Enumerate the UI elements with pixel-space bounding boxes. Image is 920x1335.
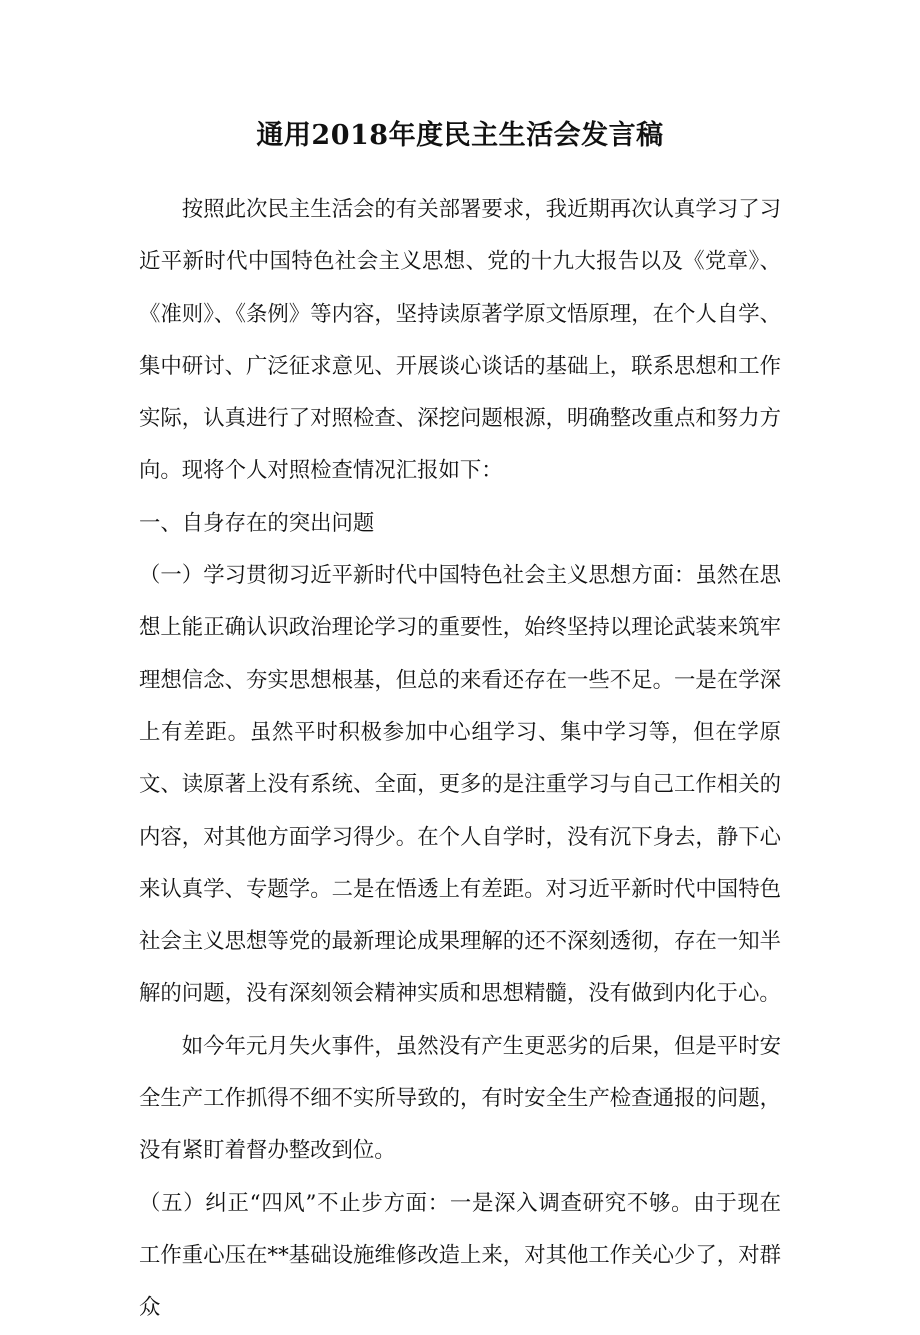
section-heading: 一、自身存在的突出问题 — [139, 510, 375, 536]
paragraph-section-5: （五）纠正“四风”不止步方面：一是深入调查研究不够。由于现在工作重心压在**基础设施维修改造上来，对其他工作关心少了，对群众 — [139, 1190, 781, 1321]
document-title: 通用2018年度民主生活会发言稿 — [256, 120, 664, 151]
paragraph-example: 如今年元月失火事件，虽然没有产生更恶劣的后果，但是平时安全生产工作抓得不细不实所导致的，有时安全生产检查通报的问题，没有紧盯着督办整改到位。 — [139, 1033, 781, 1164]
paragraph-section-1: （一）学习贯彻习近平新时代中国特色社会主义思想方面：虽然在思想上能正确认识政治理论学习的重要性，始终坚持以理论武装来筑牢理想信念、夯实思想根基，但总的来看还存在一些不足。一是在学深上有差距。虽然平时积极参加中心组学习、集中学习等，但在学原文、读原著上没有系统、全面，更多的是注重学习与自己工作相关的内容，对其他方面学习得少。在个人自学时，没有沉下身去，静下心来认真学、专题学。二是在悟透上有差距。对习近平新时代中国特色社会主义思想等党的最新理论成果理解的还不深刻透彻，存在一知半解的问题，没有深刻领会精神实质和思想精髓，没有做到内化于心。 — [139, 563, 781, 1007]
document-body — [139, 184, 781, 1335]
paragraph-intro: 按照此次民主生活会的有关部署要求，我近期再次认真学习了习近平新时代中国特色社会主义思想、党的十九大报告以及《党章》、《准则》、《条例》等内容，坚持读原著学原文悟原理，在个人自学、集中研讨、广泛征求意见、开展谈心谈话的基础上，联系思想和工作实际，认真进行了对照检查、深挖问题根源，明确整改重点和努力方向。现将个人对照检查情况汇报如下： — [139, 197, 781, 484]
